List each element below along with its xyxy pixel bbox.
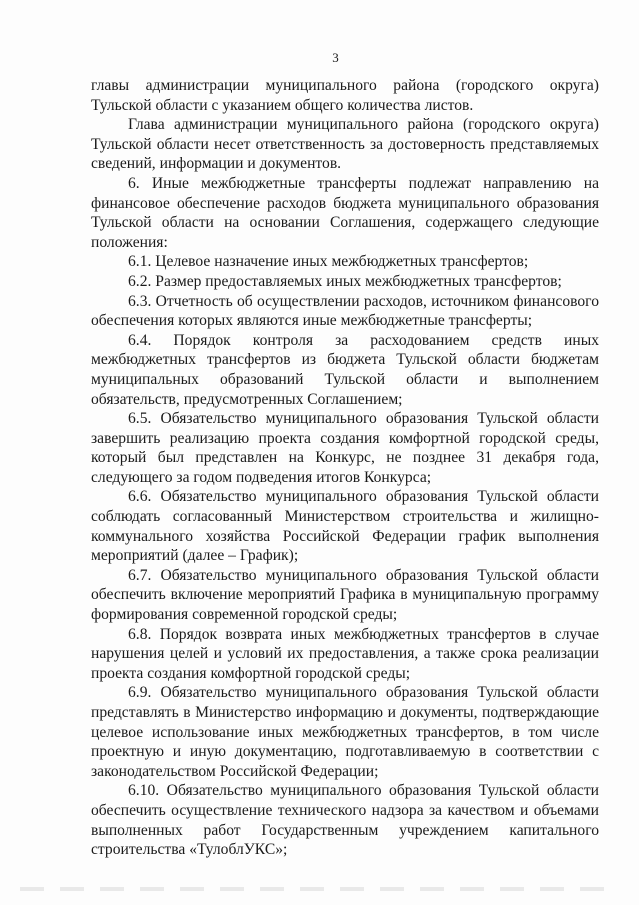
- scan-artifact-line: [20, 887, 620, 891]
- paragraph: 6.5. Обязательство муниципального образования Тульской области завершить реализацию проекта создания комфортной городской среды, который был представлен на Конкурс, не позднее 31 декабря года, следующего за годом подведения итогов Конкурса;: [91, 410, 599, 486]
- paragraph: 6.8. Порядок возврата иных межбюджетных трансфертов в случае нарушения целей и условий их предоставления, а также срока реализации проекта создания комфортной городской среды;: [91, 625, 599, 682]
- paragraph: 6.7. Обязательство муниципального образования Тульской области обеспечить включение мероприятий Графика в муниципальную программу формирования современной городской среды;: [91, 566, 599, 624]
- paragraph: 6.2. Размер предоставляемых иных межбюджетных трансфертов;: [128, 272, 562, 290]
- paragraph: Глава администрации муниципального района (городского округа) Тульской области несет ответственность за достоверность представляемых сведений, информации и документов.: [91, 116, 599, 173]
- paragraph: главы администрации муниципального района (городского округа) Тульской области с указанием общего количества листов.: [91, 77, 599, 114]
- document-body: [91, 76, 599, 860]
- paragraph: 6.6. Обязательство муниципального образования Тульской области соблюдать согласованный Министерством строительства и жилищно-коммунального хозяйства Российской Федерации график выполнения мероприятий (далее – График);: [91, 488, 599, 565]
- page-number: 3: [332, 50, 339, 65]
- paragraph: 6.1. Целевое назначение иных межбюджетных трансфертов;: [128, 253, 529, 271]
- paragraph: 6. Иные межбюджетные трансферты подлежат направлению на финансовое обеспечение расходов бюджета муниципального образования Тульской области на основании Соглашения, содержащего следующие положения:: [91, 174, 599, 251]
- paragraph: 6.9. Обязательство муниципального образования Тульской области представлять в Министерство информацию и документы, подтверждающие целевое использование иных межбюджетных трансфертов, в том числе проектную и иную документацию, подготавливаемую в соответствии с законодательством Российской Федерации;: [91, 684, 599, 780]
- paragraph: 6.4. Порядок контроля за расходованием средств иных межбюджетных трансфертов из бюджета Тульской области бюджетам муниципальных образований Тульской области и выполнением обязательств, предусмотренных Соглашением;: [91, 331, 599, 408]
- paragraph: 6.10. Обязательство муниципального образования Тульской области обеспечить осуществление технического надзора за качеством и объемами выполненных работ Государственным учреждением капитального строительства «ТулоблУКС»;: [91, 782, 599, 859]
- paragraph: 6.3. Отчетность об осуществлении расходов, источником финансового обеспечения которых являются иные межбюджетные трансферты;: [91, 292, 599, 330]
